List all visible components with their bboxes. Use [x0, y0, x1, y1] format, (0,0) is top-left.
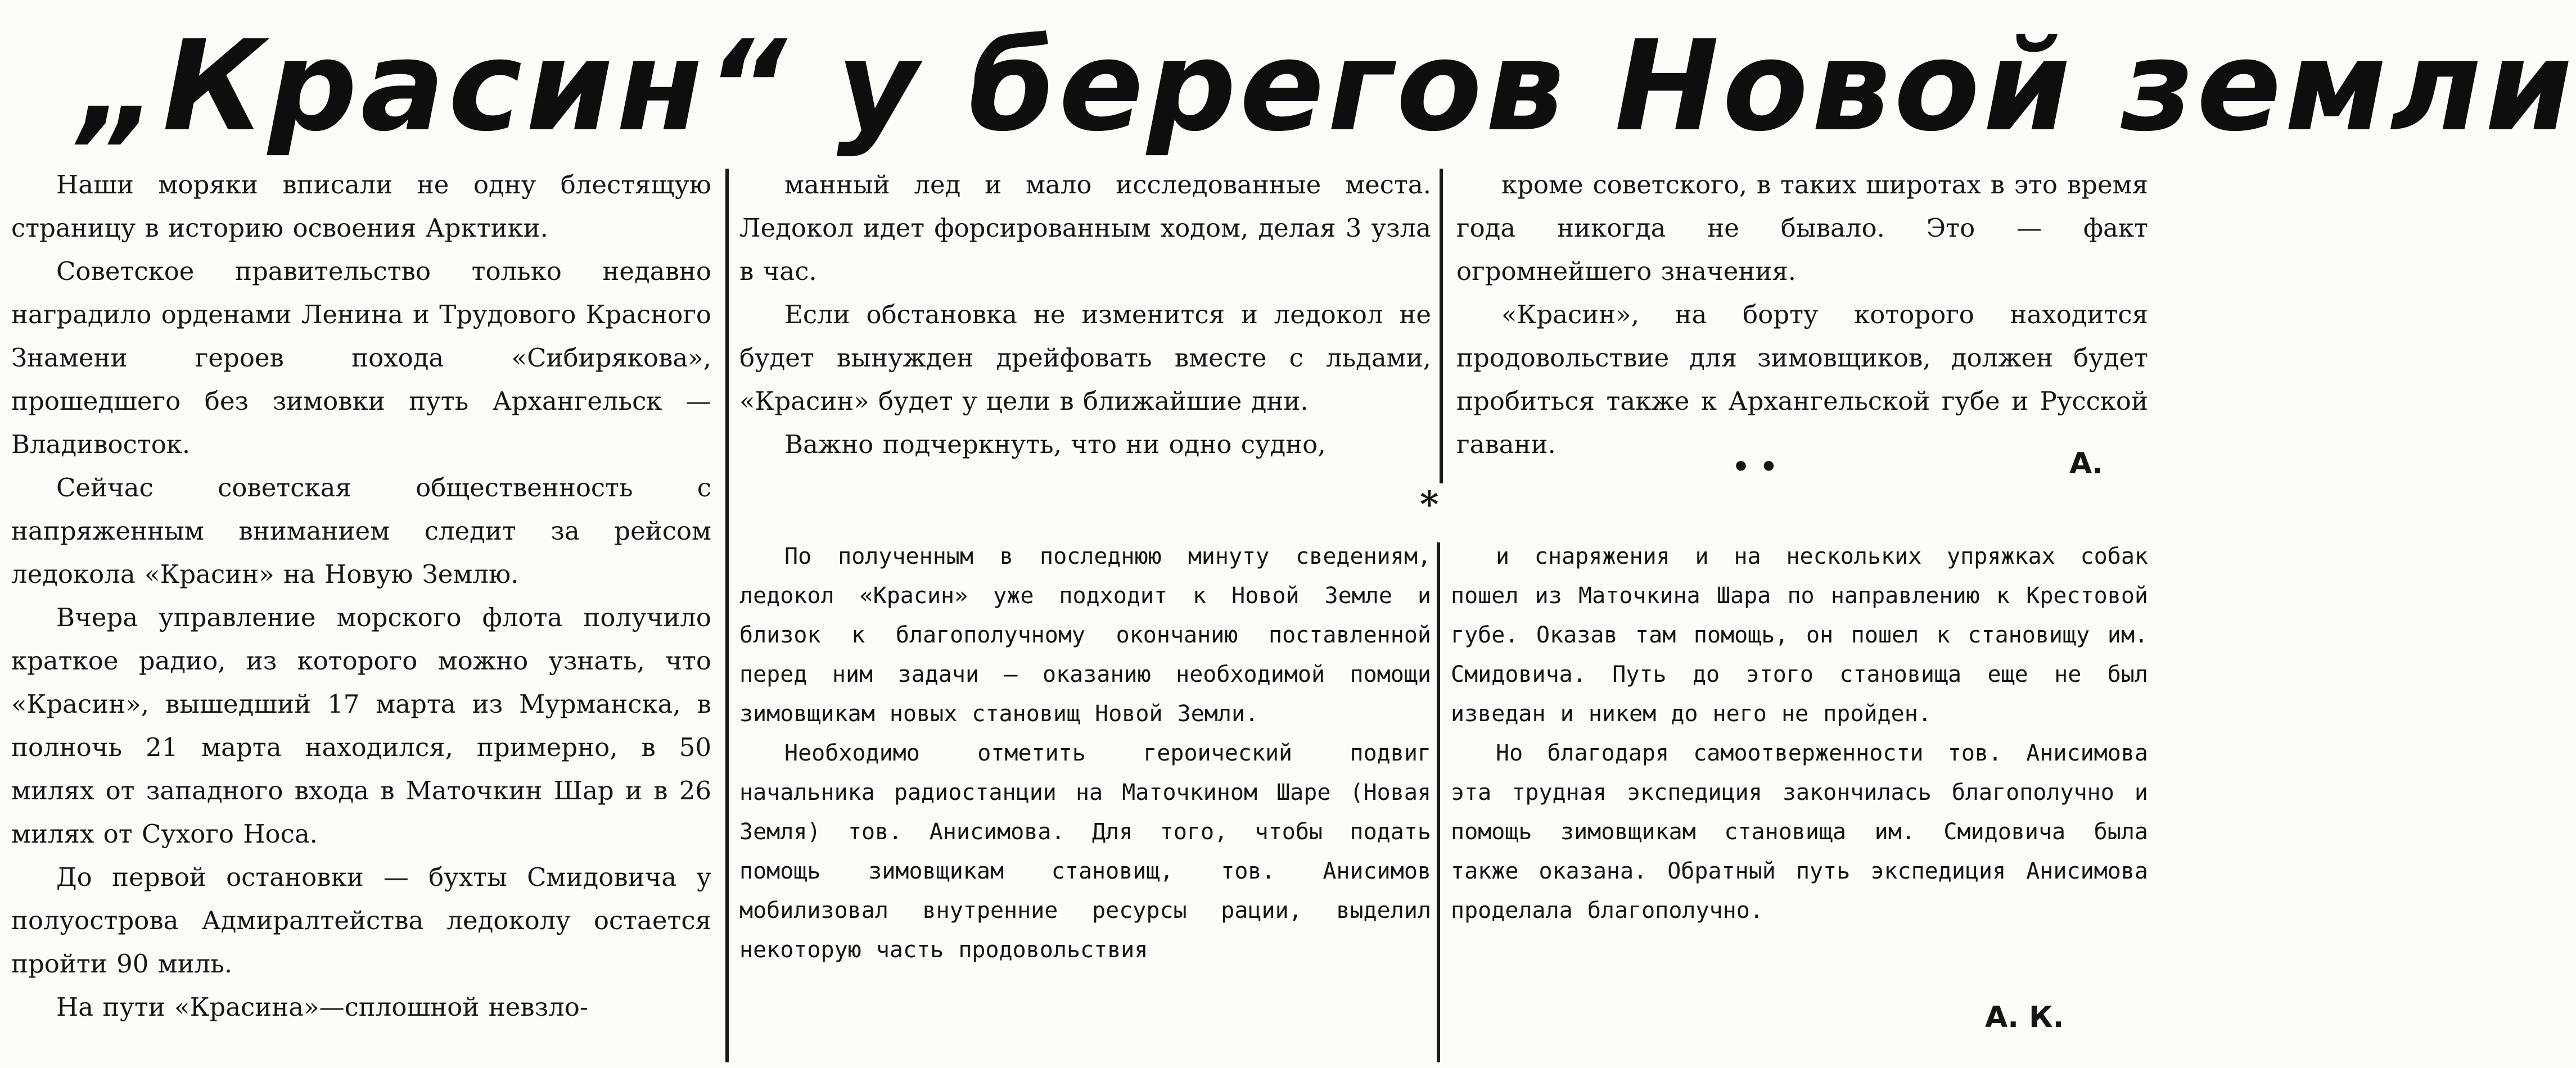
paragraph: До первой остановки — бухты Смидовича у полуострова Адмиралтейства ледоколу остается пройти 90 миль.: [11, 862, 711, 979]
article2-column-3: [1451, 537, 2148, 1065]
signature: А. К.: [1985, 1001, 2064, 1034]
paragraph: кроме советского, в таких широтах в это время года никогда не бывало. Это — факт огромнейшего значения.: [1456, 170, 2148, 286]
paragraph: По полученным в последнюю минуту сведениям, ледокол «Красин» уже подходит к Новой Земле и близок к благополучному окончанию поставленной перед ним задачи — оказанию необходимой помощи зимовщикам новых становищ Новой Земли.: [739, 544, 1431, 727]
paragraph: и снаряжения и на нескольких упряжках собак пошел из Маточкина Шара по направлению к Крестовой губе. Оказав там помощь, он пошел к становищу им. Смидовича. Путь до этого становища еще не был изведан и никем до него не пройден.: [1451, 544, 2148, 727]
paragraph: Сейчас советская общественность с напряженным вниманием следит за рейсом ледокола «Красин» на Новую Землю.: [11, 473, 711, 589]
article1-column-3: [1456, 163, 2148, 459]
paragraph: «Красин», на борту которого находится продовольствие для зимовщиков, должен будет пробиться также к Архангельской губе и Русской гавани.: [1456, 300, 2148, 459]
signature: А.: [2069, 447, 2103, 481]
paragraph: манный лед и мало исследованные места. Ледокол идет форсированным ходом, делая 3 узла в час.: [739, 170, 1431, 286]
article1-column-2: [739, 163, 1431, 500]
paragraph: Советское правительство только недавно наградило орденами Ленина и Трудового Красного Знамени героев похода «Сибирякова», прошедшего без зимовки путь Архангельск — Владивосток.: [11, 256, 711, 459]
paragraph: Но благодаря самоотверженности тов. Анисимова эта трудная экспедиция закончилась благополучно и помощь зимовщикам становища им. Смидовича была также оказана. Обратный путь экспедиция Анисимова проделала благополучно.: [1451, 740, 2148, 924]
paragraph: Важно подчеркнуть, что ни одно судно,: [784, 429, 1326, 459]
paragraph: Необходимо отметить героический подвиг начальника радиостанции на Маточкином Шаре (Новая Земля) тов. Анисимова. Для того, чтобы подать помощь зимовщикам становищ, тов. Анисимов мобилизовал внутренние ресурсы рации, выделил некоторую часть продовольствия: [739, 740, 1431, 963]
paragraph: Наши моряки вписали не одну блестящую страницу в историю освоения Арктики.: [11, 170, 711, 243]
column-rule: [725, 169, 729, 1062]
separator-star: *: [1420, 483, 1439, 526]
ornament-dots: • •: [1732, 450, 1778, 483]
column-rule: [1437, 542, 1440, 1062]
column-rule: [1440, 169, 1443, 483]
article1-column-1: [11, 163, 711, 1068]
paragraph: Если обстановка не изменится и ледокол не будет вынужден дрейфовать вместе с льдами, «Красин» будет у цели в ближайшие дни.: [739, 300, 1431, 416]
paragraph: Вчера управление морского флота получило краткое радио, из которого можно узнать, что «Красин», вышедший 17 марта из Мурманска, в полночь 21 марта находился, примерно, в 50 милях от западного входа в Маточкин Шар и в 26 милях от Сухого Носа.: [11, 603, 711, 849]
headline: „Красин“ у берегов Новой земли: [79, 14, 2576, 159]
article2-column-2: [739, 537, 1431, 1065]
paragraph: На пути «Красина»—сплошной невзло-: [56, 992, 589, 1022]
